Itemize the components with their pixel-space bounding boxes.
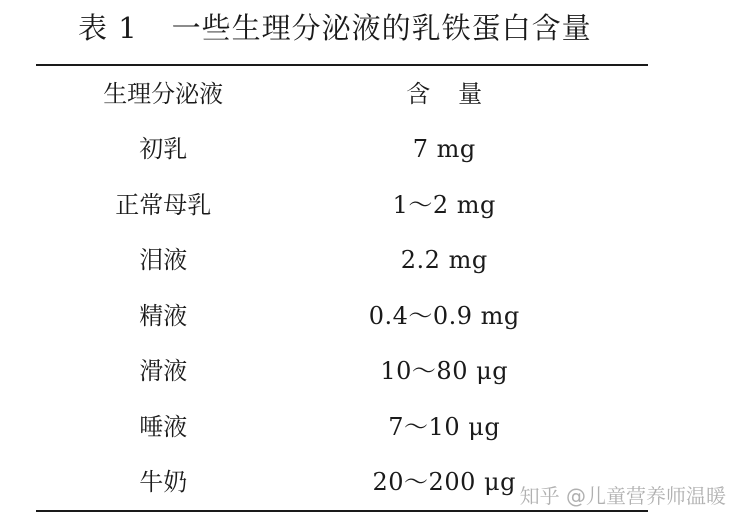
table-row xyxy=(36,288,648,344)
cell-secretion: 泪液 xyxy=(139,246,188,275)
cell-content: 10～80 μg xyxy=(380,357,509,386)
cell-secretion: 精液 xyxy=(139,301,188,330)
header-secretion: 生理分泌液 xyxy=(103,79,224,108)
table-number: 表 1 xyxy=(78,11,138,45)
table-row xyxy=(36,399,648,455)
table-header-row xyxy=(36,66,648,122)
cell-content: 7 mg xyxy=(412,135,476,164)
cell-content: 1～2 mg xyxy=(392,190,496,219)
cell-secretion: 唾液 xyxy=(139,412,188,441)
table-title: 一些生理分泌液的乳铁蛋白含量 xyxy=(171,11,592,45)
table-row xyxy=(36,122,648,178)
cell-secretion: 正常母乳 xyxy=(115,190,212,219)
lactoferrin-table xyxy=(36,66,648,510)
cell-secretion: 滑液 xyxy=(139,357,188,386)
watermark-text: 知乎 @儿童营养师温暖 xyxy=(519,484,726,508)
cell-secretion: 初乳 xyxy=(139,135,188,164)
table-row xyxy=(36,233,648,289)
watermark xyxy=(520,480,726,509)
table-caption xyxy=(78,8,592,48)
header-content: 含量 xyxy=(406,79,511,108)
cell-content: 0.4～0.9 mg xyxy=(368,301,520,330)
cell-content: 7～10 μg xyxy=(388,412,501,441)
table-row xyxy=(36,344,648,400)
cell-content: 2.2 mg xyxy=(400,246,488,275)
cell-content: 20～200 μg xyxy=(372,468,516,497)
bottom-rule xyxy=(36,510,648,512)
table-row xyxy=(36,177,648,233)
cell-secretion: 牛奶 xyxy=(139,468,188,497)
